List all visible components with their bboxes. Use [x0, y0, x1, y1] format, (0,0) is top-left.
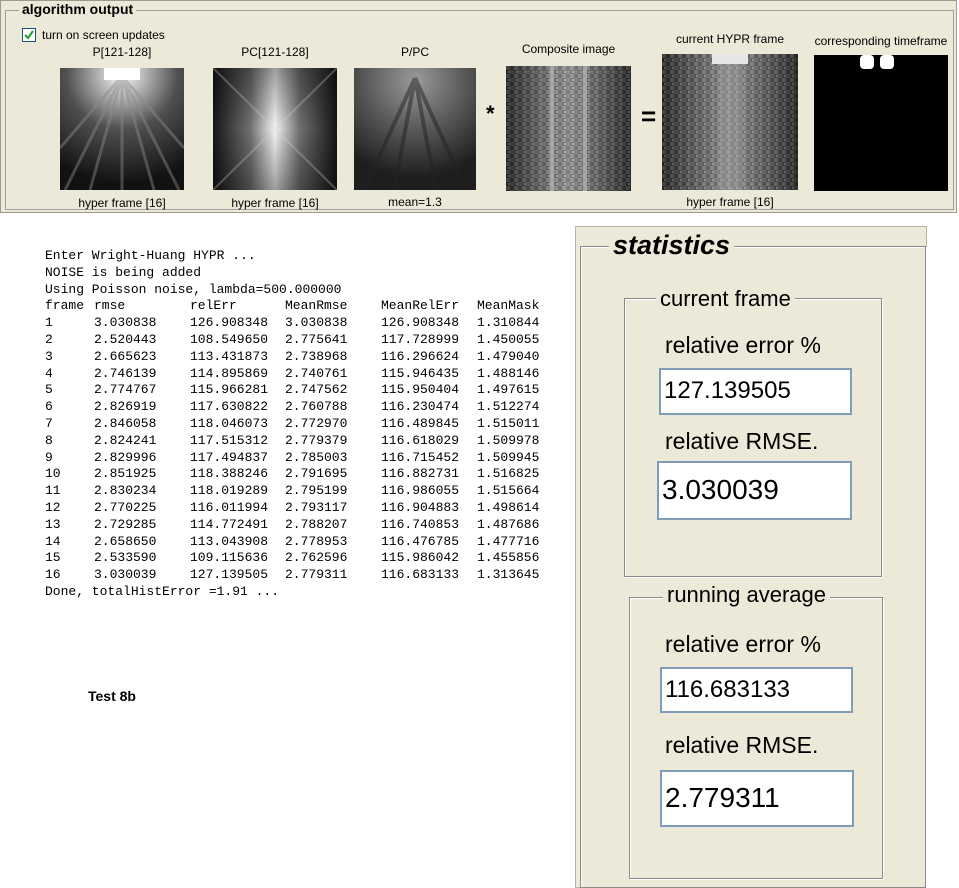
table-row [45, 500, 555, 517]
hypr-panel-caption: hyper frame [16] [686, 195, 774, 209]
table-cell: 2.775641 [285, 331, 348, 347]
table-cell: 118.019289 [190, 483, 269, 499]
table-cell: 1.310844 [477, 315, 540, 331]
hypr-panel-title: current HYPR frame [675, 32, 785, 46]
current-rel-err-label: relative error % [665, 332, 821, 358]
table-cell: 118.388246 [190, 466, 269, 482]
screen-updates-label[interactable]: turn on screen updates [42, 28, 165, 42]
current-rmse-label: relative RMSE. [665, 428, 819, 454]
current-rmse-field[interactable]: 3.030039 [657, 461, 852, 520]
timeframe-image [814, 55, 948, 191]
table-row [45, 332, 555, 349]
table-cell: 1.497615 [477, 382, 540, 398]
table-cell: 126.908348 [381, 315, 460, 331]
table-cell: 116.986055 [381, 483, 460, 499]
table-cell: 3 [45, 348, 53, 364]
table-cell: 2.826919 [94, 399, 157, 415]
table-cell: 116.476785 [381, 533, 460, 549]
ppc-panel-title: P/PC [400, 45, 429, 59]
table-cell: 2.740761 [285, 365, 348, 381]
table-cell: 2.665623 [94, 348, 157, 364]
column-header: MeanRmse [285, 298, 348, 314]
running-rel-err-field[interactable]: 116.683133 [660, 667, 853, 713]
table-cell: 116.715452 [381, 449, 460, 465]
table-cell: 2.738968 [285, 348, 348, 364]
table-cell: 2.778953 [285, 533, 348, 549]
checkmark-icon [24, 30, 34, 40]
table-cell: 1.512274 [477, 399, 540, 415]
table-cell: 2.795199 [285, 483, 348, 499]
table-cell: 1 [45, 315, 53, 331]
table-cell: 2.520443 [94, 331, 157, 347]
algorithm-output-title: algorithm output [19, 1, 136, 17]
table-cell: 2.779311 [285, 567, 348, 583]
table-cell: 108.549650 [190, 331, 269, 347]
table-cell: 1.488146 [477, 365, 540, 381]
table-cell: 117.494837 [190, 449, 269, 465]
ppc-image [354, 68, 476, 190]
current-frame-legend: current frame [656, 286, 795, 312]
composite-panel-title: Composite image [521, 42, 616, 56]
table-cell: 2.770225 [94, 499, 157, 515]
running-rel-err-label: relative error % [665, 631, 821, 657]
table-cell: 2.762596 [285, 550, 348, 566]
table-cell: 1.487686 [477, 516, 540, 532]
column-header: frame [45, 298, 85, 314]
table-row [45, 550, 555, 567]
table-cell: 117.630822 [190, 399, 269, 415]
column-header: rmse [94, 298, 126, 314]
table-cell: 116.882731 [381, 466, 460, 482]
table-cell: 10 [45, 466, 61, 482]
column-header: MeanMask [477, 298, 540, 314]
table-cell: 1.450055 [477, 331, 540, 347]
table-cell: 115.950404 [381, 382, 460, 398]
console-line: Using Poisson noise, lambda=500.000000 [45, 281, 342, 297]
table-cell: 3.030838 [285, 315, 348, 331]
running-rmse-field[interactable]: 2.779311 [660, 770, 854, 827]
algorithm-output-panel [0, 0, 957, 213]
console-output [45, 248, 555, 601]
table-cell: 115.986042 [381, 550, 460, 566]
table-cell: 113.043908 [190, 533, 269, 549]
table-cell: 7 [45, 415, 53, 431]
table-cell: 2.824241 [94, 432, 157, 448]
table-cell: 11 [45, 483, 61, 499]
table-row [45, 450, 555, 467]
table-row [45, 366, 555, 383]
table-row [45, 416, 555, 433]
table-cell: 9 [45, 449, 53, 465]
table-cell: 117.728999 [381, 331, 460, 347]
test-label: Test 8b [88, 688, 136, 704]
table-cell: 114.772491 [190, 516, 269, 532]
table-cell: 14 [45, 533, 61, 549]
console-footer: Done, totalHistError =1.91 ... [45, 583, 280, 599]
table-cell: 2.658650 [94, 533, 157, 549]
table-cell: 3.030838 [94, 315, 157, 331]
table-cell: 116.230474 [381, 399, 460, 415]
table-cell: 2.774767 [94, 382, 157, 398]
table-cell: 116.011994 [190, 499, 269, 515]
table-cell: 2.846058 [94, 415, 157, 431]
table-cell: 113.431873 [190, 348, 269, 364]
table-cell: 12 [45, 499, 61, 515]
table-cell: 1.509978 [477, 432, 540, 448]
table-cell: 1.515011 [477, 415, 540, 431]
table-header-row [45, 298, 555, 315]
p-panel-title: P[121-128] [92, 45, 152, 59]
table-cell: 116.740853 [381, 516, 460, 532]
table-cell: 116.683133 [381, 567, 460, 583]
table-cell: 8 [45, 432, 53, 448]
table-cell: 1.477716 [477, 533, 540, 549]
table-cell: 2.851925 [94, 466, 157, 482]
results-table [45, 298, 555, 584]
table-cell: 6 [45, 399, 53, 415]
table-cell: 1.509945 [477, 449, 540, 465]
table-cell: 118.046073 [190, 415, 269, 431]
console-line: NOISE is being added [45, 264, 202, 280]
current-rel-err-field[interactable]: 127.139505 [659, 368, 852, 415]
statistics-title: statistics [609, 230, 734, 261]
p-image [60, 68, 184, 190]
screen-updates-checkbox[interactable] [22, 28, 36, 42]
table-cell: 2.779379 [285, 432, 348, 448]
multiply-operator: * [486, 101, 495, 126]
table-cell: 2.533590 [94, 550, 157, 566]
table-cell: 2.746139 [94, 365, 157, 381]
table-cell: 1.479040 [477, 348, 540, 364]
pc-image [213, 68, 337, 190]
table-cell: 2.760788 [285, 399, 348, 415]
table-cell: 2.829996 [94, 449, 157, 465]
table-cell: 116.618029 [381, 432, 460, 448]
running-average-legend: running average [663, 582, 830, 608]
composite-image [506, 66, 631, 191]
table-cell: 2.729285 [94, 516, 157, 532]
table-row [45, 534, 555, 551]
running-rmse-label: relative RMSE. [665, 732, 819, 758]
table-cell: 5 [45, 382, 53, 398]
table-cell: 4 [45, 365, 53, 381]
ppc-panel-caption: mean=1.3 [388, 195, 442, 209]
table-cell: 116.296624 [381, 348, 460, 364]
table-cell: 115.966281 [190, 382, 269, 398]
table-cell: 2.772970 [285, 415, 348, 431]
timeframe-panel-title: corresponding timeframe [814, 34, 948, 48]
table-cell: 1.498614 [477, 499, 540, 515]
table-row [45, 517, 555, 534]
table-cell: 2.785003 [285, 449, 348, 465]
table-cell: 2.747562 [285, 382, 348, 398]
table-row [45, 466, 555, 483]
table-cell: 1.515664 [477, 483, 540, 499]
column-header: MeanRelErr [381, 298, 460, 314]
table-cell: 2.791695 [285, 466, 348, 482]
table-cell: 3.030039 [94, 567, 157, 583]
table-cell: 2.793117 [285, 499, 348, 515]
hypr-image [662, 54, 798, 190]
pc-panel-title: PC[121-128] [241, 45, 309, 59]
table-row [45, 349, 555, 366]
equals-operator: = [641, 101, 657, 131]
table-cell: 127.139505 [190, 567, 269, 583]
table-cell: 116.904883 [381, 499, 460, 515]
table-cell: 2 [45, 331, 53, 347]
table-cell: 15 [45, 550, 61, 566]
table-cell: 1.455856 [477, 550, 540, 566]
pc-panel-caption: hyper frame [16] [231, 196, 319, 210]
statistics-panel [575, 226, 927, 888]
table-cell: 1.516825 [477, 466, 540, 482]
column-header: relErr [190, 298, 237, 314]
table-row [45, 315, 555, 332]
table-cell: 16 [45, 567, 61, 583]
table-cell: 114.895869 [190, 365, 269, 381]
table-cell: 1.313645 [477, 567, 540, 583]
table-cell: 115.946435 [381, 365, 460, 381]
table-row [45, 433, 555, 450]
p-panel-caption: hyper frame [16] [78, 196, 166, 210]
table-row [45, 399, 555, 416]
table-row [45, 567, 555, 584]
table-cell: 2.830234 [94, 483, 157, 499]
table-cell: 109.115636 [190, 550, 269, 566]
console-line: Enter Wright-Huang HYPR ... [45, 248, 256, 263]
table-cell: 13 [45, 516, 61, 532]
table-cell: 2.788207 [285, 516, 348, 532]
table-cell: 117.515312 [190, 432, 269, 448]
table-row [45, 483, 555, 500]
table-cell: 126.908348 [190, 315, 269, 331]
table-row [45, 382, 555, 399]
table-cell: 116.489845 [381, 415, 460, 431]
